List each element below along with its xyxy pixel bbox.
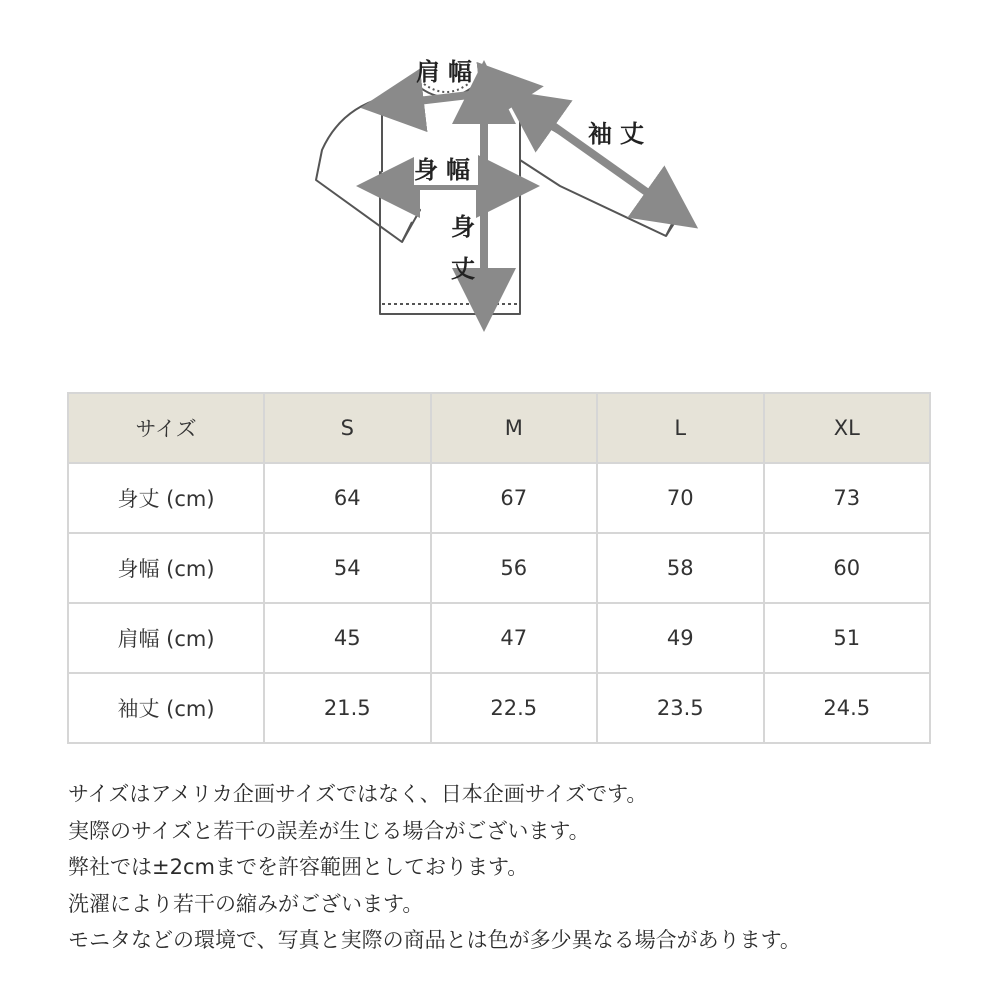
table-row: [68, 463, 930, 533]
note-line: モニタなどの環境で、写真と実際の商品とは色が多少異なる場合があります。: [68, 928, 801, 952]
table-cell: 47: [431, 603, 598, 673]
table-row: [68, 673, 930, 743]
body-length-label: [448, 206, 478, 290]
header-l: L: [597, 393, 764, 463]
table-cell: 45: [264, 603, 431, 673]
note-line: 洗濯により若干の縮みがございます。: [68, 891, 424, 916]
note-line: 弊社では±2cmまでを許容範囲としております。: [68, 855, 529, 879]
table-cell: 56: [431, 533, 598, 603]
shirt-illustration: [0, 0, 1000, 340]
table-cell: 67: [431, 463, 598, 533]
table-header-row: [68, 393, 930, 463]
row-label: 身幅 (cm): [68, 533, 264, 603]
table-cell: 49: [597, 603, 764, 673]
table-cell: 22.5: [431, 673, 598, 743]
header-size: サイズ: [68, 393, 264, 463]
note-line: 実際のサイズと若干の誤差が生じる場合がございます。: [68, 818, 590, 843]
shoulder-width-label: 肩幅: [416, 58, 480, 86]
notes: [68, 776, 968, 959]
header-s: S: [264, 393, 431, 463]
table-cell: 58: [597, 533, 764, 603]
size-diagram: [0, 0, 1000, 340]
table-cell: 73: [764, 463, 931, 533]
table-cell: 51: [764, 603, 931, 673]
row-label: 袖丈 (cm): [68, 673, 264, 743]
table-cell: 60: [764, 533, 931, 603]
table-cell: 24.5: [764, 673, 931, 743]
row-label: 肩幅 (cm): [68, 603, 264, 673]
body-width-label: 身幅: [414, 150, 478, 185]
shoulder-width-arrow: [392, 90, 512, 104]
table-cell: 70: [597, 463, 764, 533]
body-length-char-1: 身: [451, 213, 475, 241]
header-m: M: [431, 393, 598, 463]
note-line: サイズはアメリカ企画サイズではなく、日本企画サイズです。: [68, 782, 648, 806]
sleeve-length-label: 袖丈: [588, 120, 652, 148]
table-cell: 64: [264, 463, 431, 533]
table-row: [68, 533, 930, 603]
table-row: [68, 603, 930, 673]
table-cell: 21.5: [264, 673, 431, 743]
row-label: 身丈 (cm): [68, 463, 264, 533]
size-table: [67, 392, 931, 744]
body-length-char-2: 丈: [451, 255, 475, 283]
header-xl: XL: [764, 393, 931, 463]
table-cell: 54: [264, 533, 431, 603]
table-cell: 23.5: [597, 673, 764, 743]
